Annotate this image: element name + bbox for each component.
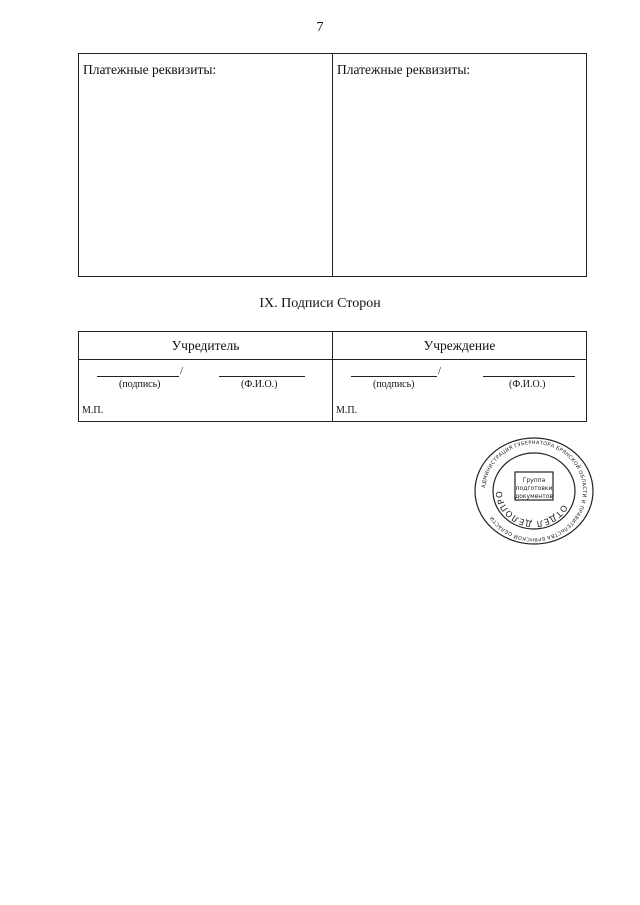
institution-seal-label: М.П. — [336, 405, 358, 416]
signatures-table — [78, 331, 587, 422]
founder-header: Учредитель — [79, 332, 332, 360]
founder-seal-label: М.П. — [82, 405, 104, 416]
page-number: 7 — [316, 20, 324, 35]
stamp-arc-text: ОТДЕЛ ДЕЛОПРО — [494, 490, 569, 529]
institution-name-line — [483, 376, 575, 377]
stamp-center-line-3: документов — [515, 493, 553, 500]
stamp-ring-text: АДМИНИСТРАЦИЯ ГУБЕРНАТОРА БРЯНСКОЙ ОБЛАСТИ И ПРАВИТЕЛЬСТВА БРЯНСКОЙ ОБЛАСТИ — [481, 439, 588, 543]
stamp-center-line-2: подготовки — [515, 485, 553, 492]
official-stamp — [473, 436, 595, 546]
founder-signature-line — [97, 376, 179, 377]
founder-slash: / — [180, 365, 184, 377]
requisites-right-cell — [332, 54, 586, 276]
institution-name-caption: (Ф.И.О.) — [509, 379, 546, 390]
payment-requisites-table — [78, 53, 587, 277]
founder-signature-cell — [79, 332, 332, 421]
founder-name-line — [219, 376, 305, 377]
institution-slash: / — [438, 365, 442, 377]
institution-signature-line — [351, 376, 437, 377]
stamp-seal-icon — [473, 436, 595, 546]
founder-signature-caption: (подпись) — [119, 379, 161, 390]
institution-header: Учреждение — [333, 332, 586, 360]
institution-signature-cell — [332, 332, 586, 421]
requisites-right-label: Платежные реквизиты: — [337, 62, 471, 77]
requisites-left-label: Платежные реквизиты: — [83, 62, 217, 77]
stamp-center-line-1: Группа — [522, 477, 546, 484]
founder-name-caption: (Ф.И.О.) — [241, 379, 278, 390]
institution-signature-caption: (подпись) — [373, 379, 415, 390]
requisites-left-cell — [79, 54, 332, 276]
section-title: IX. Подписи Сторон — [259, 296, 381, 311]
